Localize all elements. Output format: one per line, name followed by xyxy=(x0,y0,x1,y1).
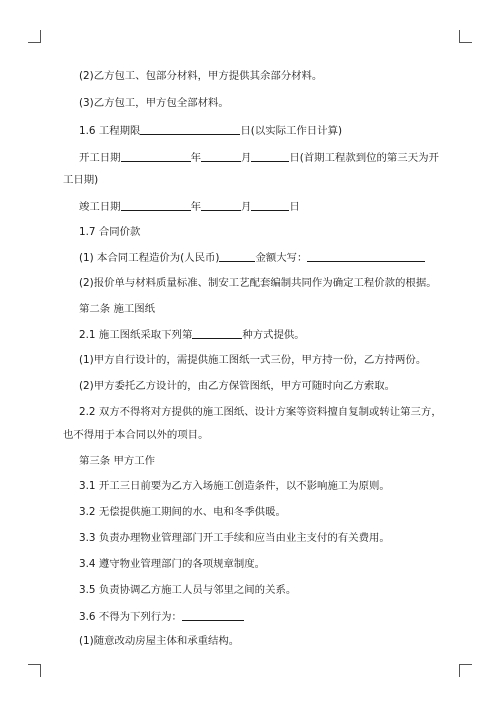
paragraph-line: (1)随意改动房屋主体和承重结构。 xyxy=(79,635,240,647)
paragraph-line: (2)报价单与材料质量标准、制安工艺配套编制共同作为确定工程价款的根据。 xyxy=(79,277,437,289)
fill-blank xyxy=(192,327,242,339)
fill-blank xyxy=(251,150,289,162)
paragraph-line: 3.3 负责办理物业管理部门开工手续和应当由业主支付的有关费用。 xyxy=(79,532,390,544)
section-heading: 1.7 合同价款 xyxy=(79,226,141,238)
fill-blank xyxy=(121,150,191,162)
paragraph-line: (1) 本合同工程造价为(人民币) 金额大写： xyxy=(79,250,425,265)
fill-blank xyxy=(201,199,241,211)
paragraph-line: 3.2 无偿提供施工期间的水、电和冬季供暖。 xyxy=(79,506,286,518)
paragraph-line: (2)乙方包工、包部分材料，甲方提供其余部分材料。 xyxy=(79,70,323,82)
paragraph-line: (1)甲方自行设计的，需提供施工图纸一式三份，甲方持一份，乙方持两份。 xyxy=(79,354,427,366)
paragraph-line: 也不得用于本合同以外的项目。 xyxy=(63,429,209,441)
fill-blank xyxy=(201,150,241,162)
paragraph-line: 2.1 施工图纸采取下列第 种方式提供。 xyxy=(79,329,305,341)
fill-blank xyxy=(251,199,289,211)
paragraph-line: 开工日期 年 月 日(首期工程款到位的第三天为开 xyxy=(79,152,439,164)
fill-blank xyxy=(307,250,425,262)
fill-blank xyxy=(182,609,244,621)
paragraph-line: 2.2 双方不得将对方提供的施工图纸、设计方案等资料擅自复制或转让第三方， xyxy=(79,406,442,418)
paragraph-line: 竣工日期 年 月 日 xyxy=(79,201,300,213)
paragraph-line: 3.5 负责协调乙方施工人员与邻里之间的关系。 xyxy=(79,584,297,596)
paragraph-line: 3.6 不得为下列行为： xyxy=(79,609,244,624)
article-heading: 第二条 施工图纸 xyxy=(79,303,156,315)
fill-blank xyxy=(219,250,255,262)
paragraph-line: 3.1 开工三日前要为乙方入场施工创造条件，以不影响施工为原则。 xyxy=(79,480,390,492)
paragraph-line: (2)甲方委托乙方设计的，由乙方保管图纸，甲方可随时向乙方索取。 xyxy=(79,380,396,392)
fill-blank xyxy=(140,123,240,135)
fill-blank xyxy=(121,199,191,211)
paragraph-line: (3)乙方包工，甲方包全部材料。 xyxy=(79,97,229,109)
paragraph-line: 3.4 遵守物业管理部门的各项规章制度。 xyxy=(79,558,266,570)
paragraph-line: 1.6 工程期限 日(以实际工作日计算) xyxy=(79,125,343,137)
article-heading: 第三条 甲方工作 xyxy=(79,455,156,467)
paragraph-line: 工日期) xyxy=(63,174,99,186)
